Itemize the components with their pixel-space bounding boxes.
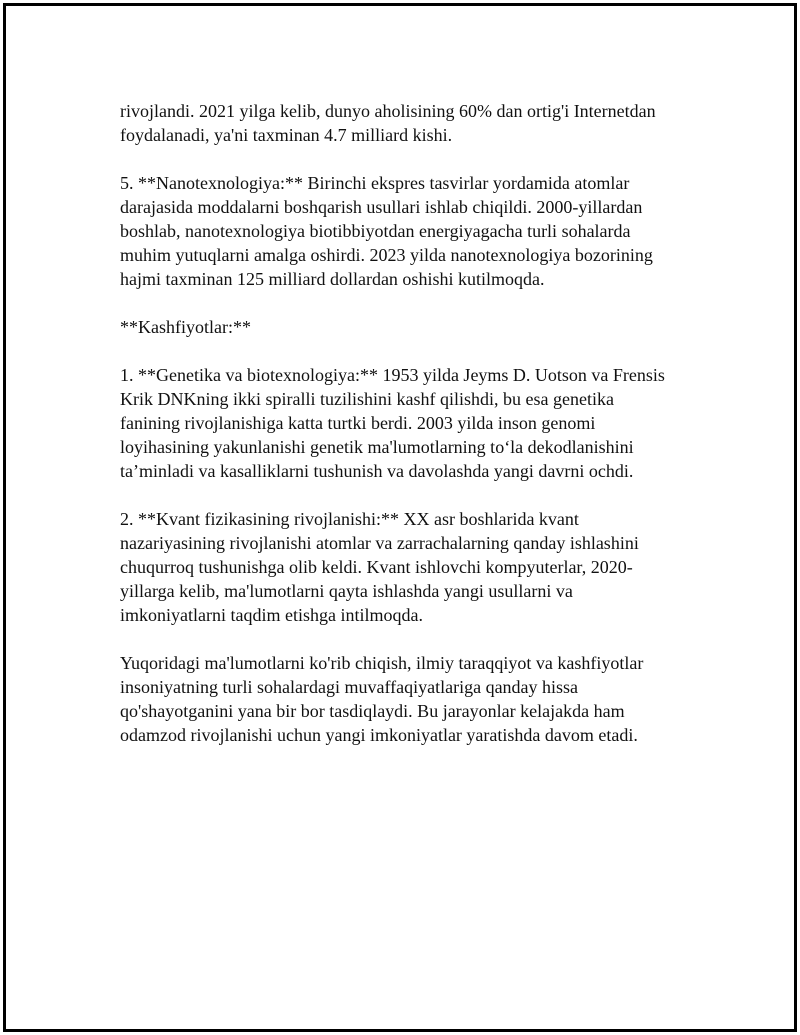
text-line: loyihasining yakunlanishi genetik ma'lumotlarning to‘la dekodlanishini bbox=[120, 437, 634, 457]
text-line: 1. **Genetika va biotexnologiya:** 1953 yilda Jeyms D. Uotson va Frensis bbox=[120, 365, 665, 385]
text-line: imkoniyatlarni taqdim etishga intilmoqda. bbox=[120, 605, 423, 625]
text-line: insoniyatning turli sohalardagi muvaffaqiyatlariga qanday hissa bbox=[120, 677, 579, 697]
text-line: hajmi taxminan 125 milliard dollardan oshishi kutilmoqda. bbox=[120, 269, 545, 289]
paragraph-conclusion bbox=[120, 651, 695, 747]
text-line: qo'shayotganini yana bir bor tasdiqlaydi. Bu jarayonlar kelajakda ham bbox=[120, 701, 625, 721]
paragraph-internet-continuation bbox=[120, 99, 695, 147]
text-line: 5. **Nanotexnologiya:** Birinchi ekspres tasvirlar yordamida atomlar bbox=[120, 173, 630, 193]
section-heading-discoveries bbox=[120, 315, 695, 339]
paragraph-nanotechnology bbox=[120, 171, 695, 291]
document-body bbox=[120, 99, 695, 771]
text-line: yillarga kelib, ma'lumotlarni qayta ishlashda yangi usullarni va bbox=[120, 581, 573, 601]
text-line: muhim yutuqlarni amalga oshirdi. 2023 yilda nanotexnologiya bozorining bbox=[120, 245, 653, 265]
text-line: ta’minladi va kasalliklarni tushunish va davolashda yangi davrni ochdi. bbox=[120, 461, 634, 481]
paragraph-genetics bbox=[120, 363, 695, 483]
text-line: chuqurroq tushunishga olib keldi. Kvant ishlovchi kompyuterlar, 2020- bbox=[120, 557, 633, 577]
document-page bbox=[3, 3, 797, 1032]
text-line: 2. **Kvant fizikasining rivojlanishi:** XX asr boshlarida kvant bbox=[120, 509, 579, 529]
text-line: boshlab, nanotexnologiya biotibbiyotdan energiyagacha turli sohalarda bbox=[120, 221, 631, 241]
text-line: nazariyasining rivojlanishi atomlar va zarrachalarning qanday ishlashini bbox=[120, 533, 639, 553]
paragraph-quantum-physics bbox=[120, 507, 695, 627]
text-line: odamzod rivojlanishi uchun yangi imkoniyatlar yaratishda davom etadi. bbox=[120, 725, 638, 745]
text-line: Yuqoridagi ma'lumotlarni ko'rib chiqish, ilmiy taraqqiyot va kashfiyotlar bbox=[120, 653, 644, 673]
text-line: foydalanadi, ya'ni taxminan 4.7 milliard kishi. bbox=[120, 125, 453, 145]
text-line: fanining rivojlanishiga katta turtki berdi. 2003 yilda inson genomi bbox=[120, 413, 596, 433]
heading-text: **Kashfiyotlar:** bbox=[120, 317, 251, 337]
text-line: rivojlandi. 2021 yilga kelib, dunyo aholisining 60% dan ortig'i Internetdan bbox=[120, 101, 656, 121]
text-line: Krik DNKning ikki spiralli tuzilishini kashf qilishdi, bu esa genetika bbox=[120, 389, 614, 409]
text-line: darajasida moddalarni boshqarish usullari ishlab chiqildi. 2000-yillardan bbox=[120, 197, 643, 217]
